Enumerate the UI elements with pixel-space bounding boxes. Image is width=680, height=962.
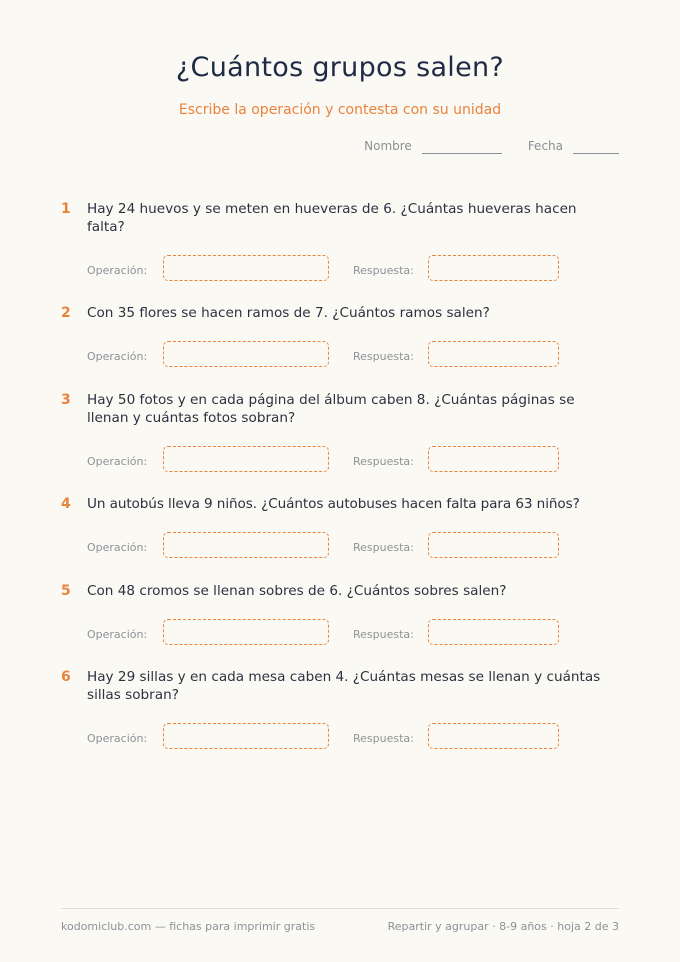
name-field[interactable] — [422, 139, 502, 154]
question-number: 3 — [61, 392, 71, 408]
operation-label: Operación: — [87, 732, 148, 745]
operation-label: Operación: — [87, 628, 148, 641]
footer-sheet-info: Repartir y agrupar · 8-9 años · hoja 2 de 3 — [387, 920, 619, 933]
answer-box[interactable] — [428, 723, 559, 749]
question-text: Con 35 flores se hacen ramos de 7. ¿Cuántos ramos salen? — [87, 305, 490, 321]
answer-box[interactable] — [428, 619, 559, 645]
answer-box[interactable] — [428, 341, 559, 367]
question-text: Con 48 cromos se llenan sobres de 6. ¿Cuántos sobres salen? — [87, 583, 507, 599]
operation-box[interactable] — [163, 341, 329, 367]
question-number: 5 — [61, 583, 71, 599]
operation-label: Operación: — [87, 264, 148, 277]
question-number: 6 — [61, 669, 71, 685]
question-3 — [61, 391, 621, 476]
operation-box[interactable] — [163, 532, 329, 558]
operation-box[interactable] — [163, 723, 329, 749]
question-number: 1 — [61, 201, 71, 217]
answer-label: Respuesta: — [353, 455, 414, 468]
answer-label: Respuesta: — [353, 628, 414, 641]
page-subtitle: Escribe la operación y contesta con su unidad — [178, 102, 502, 118]
operation-label: Operación: — [87, 350, 148, 363]
date-field[interactable] — [573, 139, 619, 154]
date-label: Fecha — [527, 139, 563, 153]
question-text: Hay 29 sillas y en cada mesa caben 4. ¿Cuántas mesas se llenan y cuántas sillas sobran? — [87, 669, 601, 703]
question-text: Hay 50 fotos y en cada página del álbum caben 8. ¿Cuántas páginas se llenan y cuántas fotos sobran? — [87, 392, 575, 426]
answer-box[interactable] — [428, 532, 559, 558]
answer-box[interactable] — [428, 446, 559, 472]
question-6 — [61, 668, 621, 753]
footer-divider — [61, 908, 619, 909]
question-number: 4 — [61, 496, 71, 512]
question-2 — [61, 304, 621, 371]
footer-site: kodomiclub.com — fichas para imprimir gratis — [61, 920, 316, 933]
answer-label: Respuesta: — [353, 264, 414, 277]
answer-box[interactable] — [428, 255, 559, 281]
name-label: Nombre — [364, 139, 412, 153]
name-date-row — [364, 139, 619, 154]
question-text: Un autobús lleva 9 niños. ¿Cuántos autobuses hacen falta para 63 niños? — [87, 496, 580, 512]
page-title: ¿Cuántos grupos salen? — [175, 52, 505, 83]
question-5 — [61, 582, 621, 649]
answer-label: Respuesta: — [353, 732, 414, 745]
answer-label: Respuesta: — [353, 350, 414, 363]
operation-label: Operación: — [87, 455, 148, 468]
question-text: Hay 24 huevos y se meten en hueveras de 6. ¿Cuántas hueveras hacen falta? — [87, 201, 577, 235]
operation-box[interactable] — [163, 446, 329, 472]
question-number: 2 — [61, 305, 71, 321]
question-4 — [61, 495, 621, 562]
operation-label: Operación: — [87, 541, 148, 554]
operation-box[interactable] — [163, 255, 329, 281]
answer-label: Respuesta: — [353, 541, 414, 554]
question-1 — [61, 200, 621, 285]
operation-box[interactable] — [163, 619, 329, 645]
